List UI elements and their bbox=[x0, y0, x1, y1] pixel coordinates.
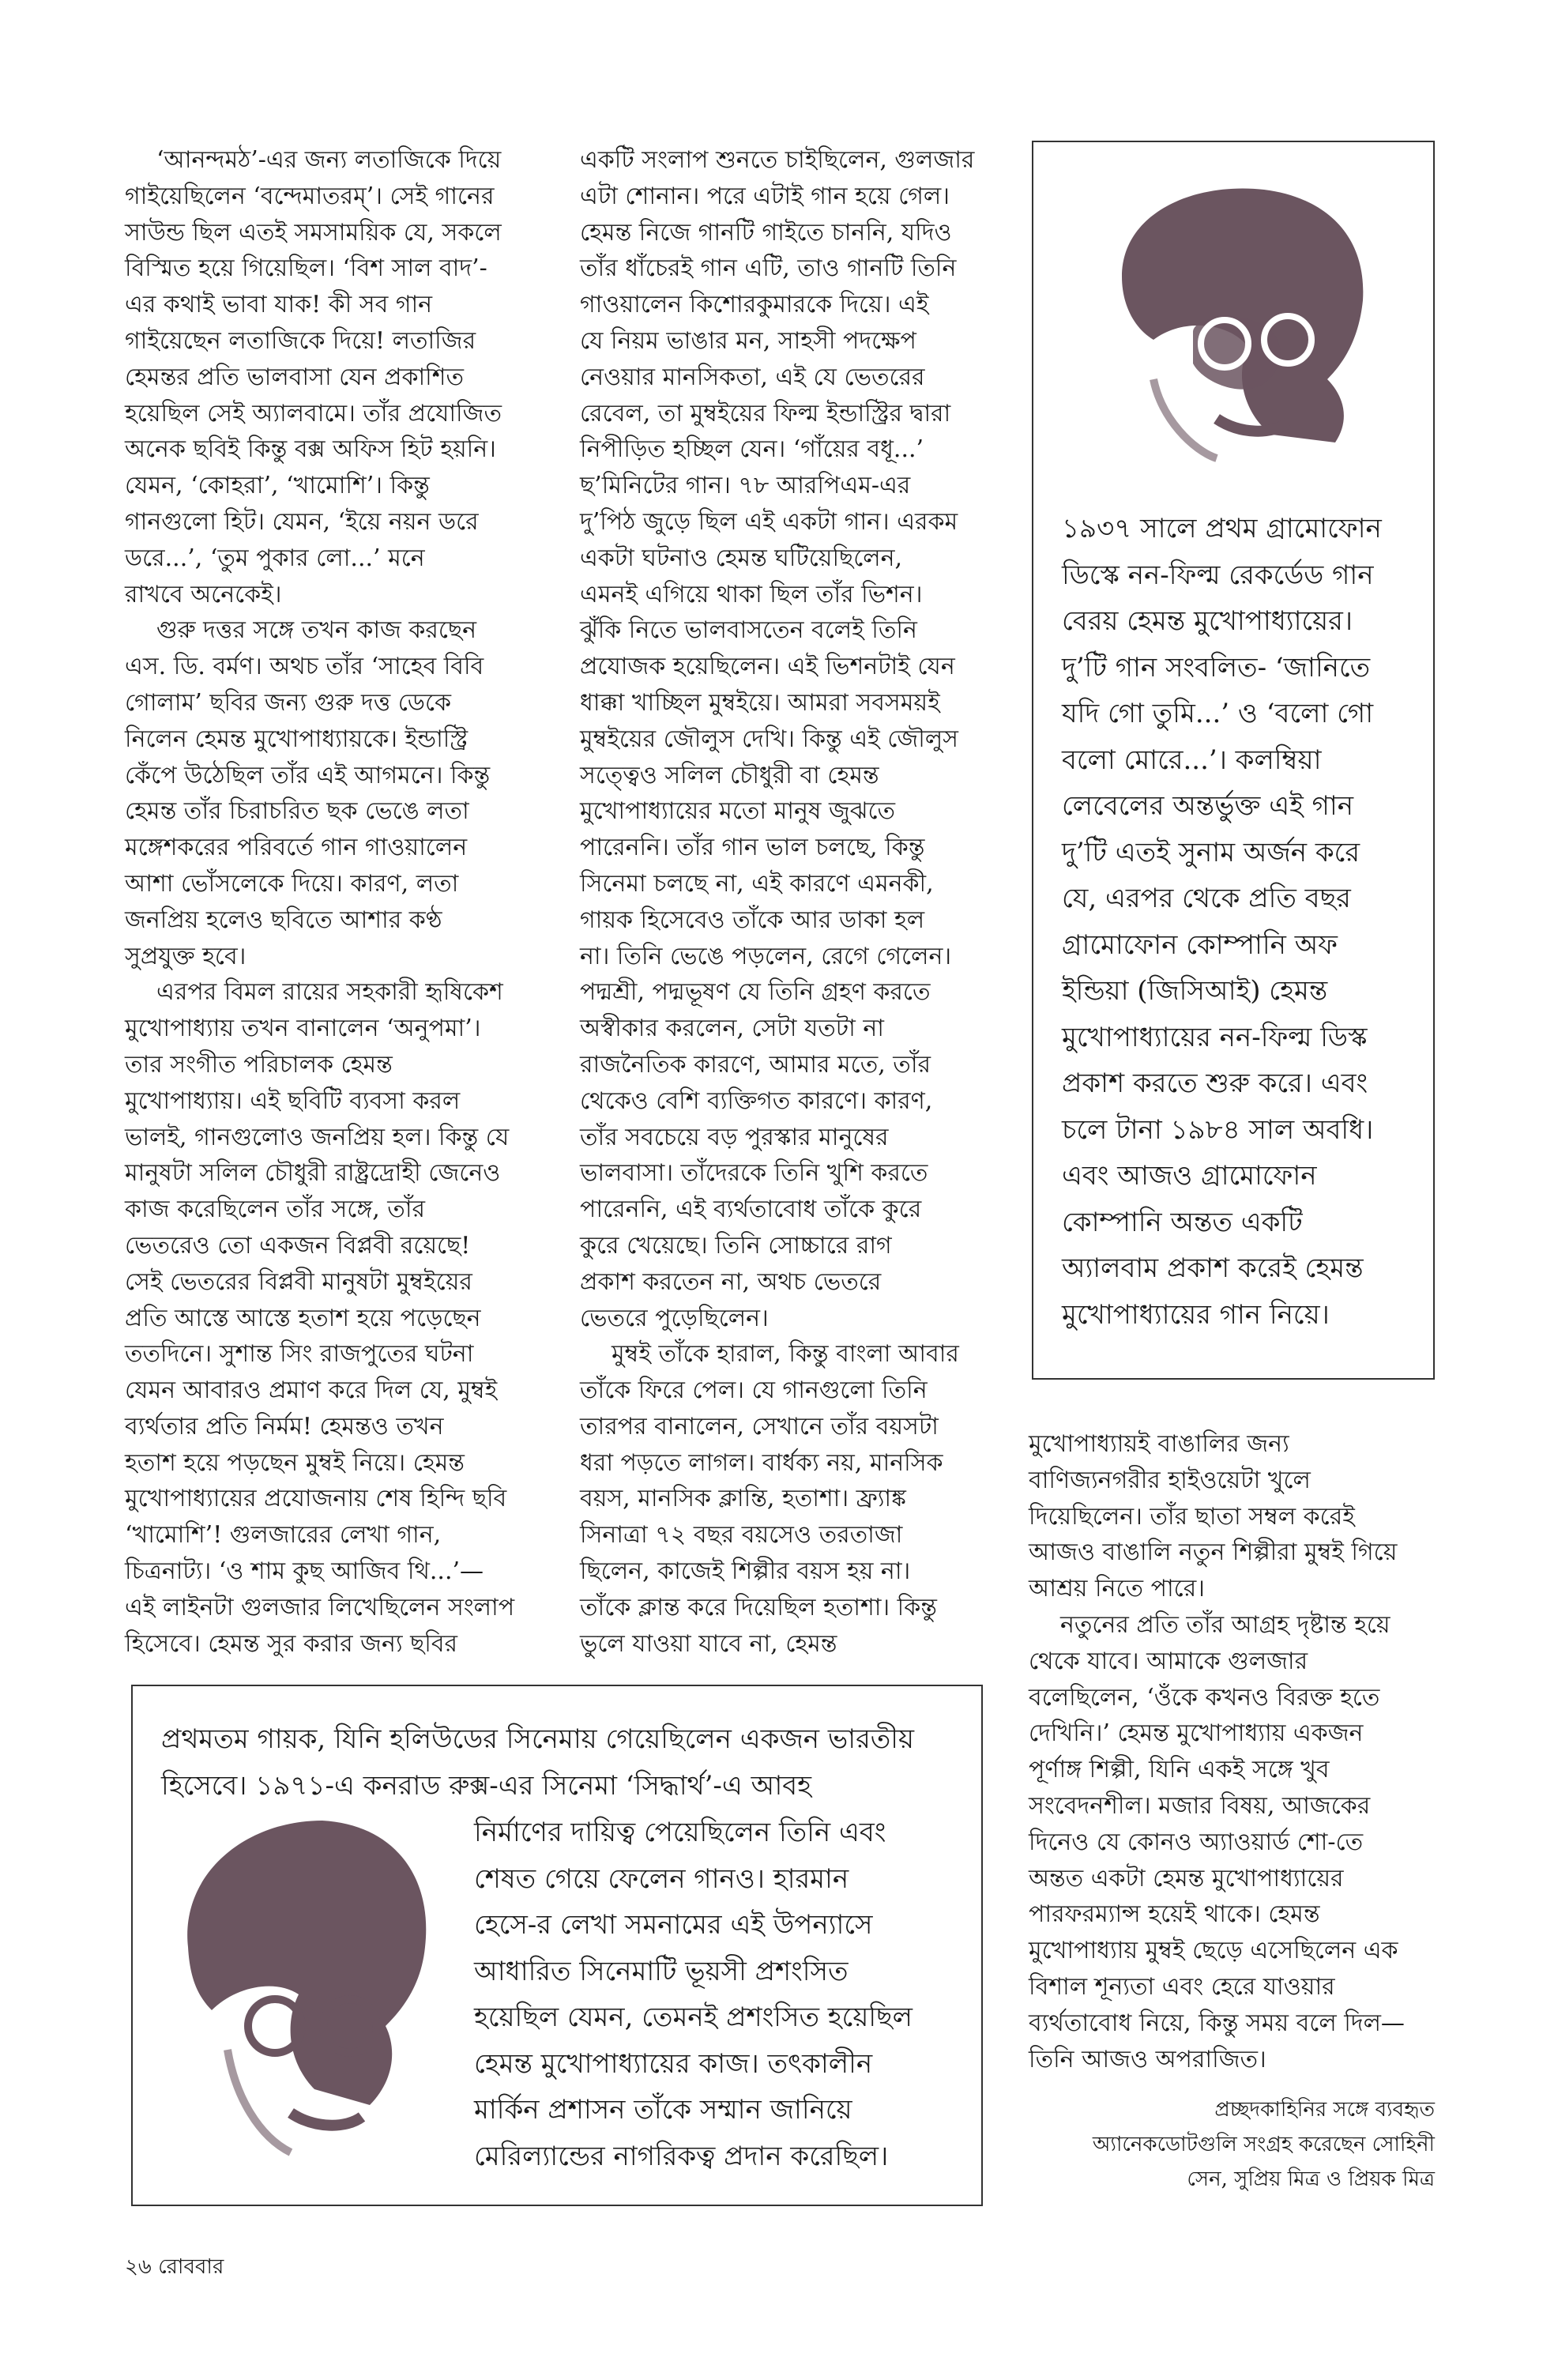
text-line: ১৯৩৭ সালে প্রথম গ্রামোফোন bbox=[1062, 513, 1382, 544]
text-line: হেমন্তর প্রতি ভালবাসা যেন প্রকাশিত bbox=[125, 363, 465, 391]
text-line: ভালই, গানগুলোও জনপ্রিয় হল। কিন্তু যে bbox=[125, 1123, 510, 1151]
text-line: বিশাল শূন্যতা এবং হেরে যাওয়ার bbox=[1029, 1972, 1335, 2001]
sidebar-box-bottom bbox=[131, 1685, 983, 2206]
text-line: প্রকাশ করতে শুরু করে। এবং bbox=[1062, 1068, 1368, 1099]
text-line: মুখোপাধ্যায়। এই ছবিটি ব্যবসা করল bbox=[125, 1086, 461, 1115]
text-line: প্রকাশ করতেন না, অথচ ভেতরে bbox=[580, 1267, 882, 1296]
text-line: সুপ্রযুক্ত হবে। bbox=[125, 942, 246, 970]
text-line: আশ্রয় নিতে পারে। bbox=[1029, 1575, 1205, 1603]
text-line: দিনেও যে কোনও অ্যাওয়ার্ড শো-তে bbox=[1029, 1828, 1364, 1856]
text-line: গাইয়েছেন লতাজিকে দিয়ে! লতাজির bbox=[125, 326, 476, 355]
text-line: অস্বীকার করলেন, সেটা যতটা না bbox=[580, 1015, 884, 1043]
text-line: ভেতরেও তো একজন বিপ্লবী রয়েছে! bbox=[125, 1231, 471, 1260]
text-line: সাউন্ড ছিল এতই সমসাময়িক যে, সকলে bbox=[125, 218, 502, 247]
text-line: নির্মাণের দায়িত্ব পেয়েছিলেন তিনি এবং bbox=[474, 1817, 886, 1848]
text-line: সিনাত্রা ৭২ বছর বয়সেও তরতাজা bbox=[580, 1521, 903, 1550]
text-line: মেরিল্যান্ডের নাগরিকত্ব প্রদান করেছিল। bbox=[474, 2140, 889, 2172]
text-line: ভালবাসা। তাঁদেরকে তিনি খুশি করতে bbox=[580, 1159, 928, 1188]
text-line: যে, এরপর থেকে প্রতি বছর bbox=[1062, 883, 1351, 914]
text-line: তাঁর ধাঁচেরই গান এটি, তাও গানটি তিনি bbox=[580, 254, 957, 283]
text-line: অন্তত একটা হেমন্ত মুখোপাধ্যায়ের bbox=[1029, 1864, 1344, 1892]
text-line: ‘আনন্দমঠ’-এর জন্য লতাজিকে দিয়ে bbox=[156, 146, 502, 174]
text-line: বিস্মিত হয়ে গিয়েছিল। ‘বিশ সাল বাদ’- bbox=[125, 254, 487, 283]
sidebar-text-right bbox=[1062, 506, 1417, 1338]
text-line: নিলেন হেমন্ত মুখোপাধ্যায়কে। ইন্ডাস্ট্রি bbox=[125, 725, 469, 753]
text-line: রাখবে অনেকেই। bbox=[125, 580, 282, 608]
text-line: চিত্রনাট্য। ‘ও শাম কুছ আজিব থি...’— bbox=[125, 1557, 484, 1586]
text-line: দু’টি এতই সুনাম অর্জন করে bbox=[1062, 836, 1360, 868]
text-line: এই লাইনটা গুলজার লিখেছিলেন সংলাপ bbox=[125, 1593, 515, 1621]
text-line: এর কথাই ভাবা যাক! কী সব গান bbox=[125, 291, 433, 319]
text-line: প্রথমতম গায়ক, যিনি হলিউডের সিনেমায় গেয়েছিলেন একজন ভারতীয় bbox=[161, 1723, 915, 1755]
text-line: মুম্বইয়ের জৌলুস দেখি। কিন্তু এই জৌলুস bbox=[580, 725, 958, 753]
text-line: হেসে-র লেখা সমনামের এই উপন্যাসে bbox=[474, 1909, 873, 1941]
text-line: হতাশ হয়ে পড়ছেন মুম্বই নিয়ে। হেমন্ত bbox=[125, 1448, 465, 1477]
text-line: কেঁপে উঠেছিল তাঁর এই আগমনে। কিন্তু bbox=[125, 761, 491, 789]
text-line: হিসেবে। হেমন্ত সুর করার জন্য ছবির bbox=[125, 1629, 458, 1658]
text-line: মানুষটা সলিল চৌধুরী রাষ্ট্রদ্রোহী জেনেও bbox=[125, 1159, 501, 1188]
text-line: মুখোপাধ্যায়ের নন-ফিল্ম ডিস্ক bbox=[1062, 1021, 1368, 1053]
text-line: তার সংগীত পরিচালক হেমন্ত bbox=[125, 1050, 393, 1079]
text-line: গানগুলো হিট। যেমন, ‘ইয়ে নয়ন ডরে bbox=[125, 507, 479, 536]
text-line: হয়েছিল যেমন, তেমনই প্রশংসিত হয়েছিল bbox=[474, 2002, 913, 2033]
text-line: মুখোপাধ্যায়ের মতো মানুষ জুঝতে bbox=[580, 797, 896, 826]
text-line: থেকে যাবে। আমাকে গুলজার bbox=[1029, 1647, 1308, 1675]
text-line: গাইয়েছিলেন ‘বন্দেমাতরম্’। সেই গানের bbox=[125, 182, 495, 210]
text-line: একটা ঘটনাও হেমন্ত ঘটিয়েছিলেন, bbox=[580, 544, 903, 572]
text-line: এরপর বিমল রায়ের সহকারী হৃষিকেশ bbox=[156, 978, 503, 1007]
text-line: প্রতি আস্তে আস্তে হতাশ হয়ে পড়েছেন bbox=[125, 1304, 481, 1332]
text-line: হেমন্ত মুখোপাধ্যায়ের কাজ। তৎকালীন bbox=[474, 2047, 873, 2080]
text-line: আজও বাঙালি নতুন শিল্পীরা মুম্বই গিয়ে bbox=[1029, 1538, 1398, 1567]
text-line: ছ’মিনিটের গান। ৭৮ আরপিএম-এর bbox=[580, 472, 911, 500]
text-line: গুরু দত্তর সঙ্গে তখন কাজ করছেন bbox=[156, 616, 477, 645]
text-line: পারেননি। তাঁর গান ভাল চলছে, কিন্তু bbox=[580, 834, 925, 862]
text-line: শেষত গেয়ে ফেলেন গানও। হারমান bbox=[474, 1862, 849, 1895]
text-line: মার্কিন প্রশাসন তাঁকে সম্মান জানিয়ে bbox=[474, 2094, 852, 2126]
text-line: ভেতরে পুড়েছিলেন। bbox=[580, 1304, 769, 1332]
text-line: ‘খামোশি’! গুলজারের লেখা গান, bbox=[125, 1521, 442, 1550]
text-line: সেন, সুপ্রিয় মিত্র ও প্রিয়ক মিত্র bbox=[1187, 2167, 1435, 2191]
text-line: বলেছিলেন, ‘ওঁকে কখনও বিরক্ত হতে bbox=[1029, 1683, 1380, 1712]
text-line: কুরে খেয়েছে। তিনি সোচ্চারে রাগ bbox=[580, 1231, 892, 1260]
credits bbox=[1048, 2092, 1435, 2197]
text-line: সিনেমা চলছে না, এই কারণে এমনকী, bbox=[580, 869, 934, 898]
text-line: যে নিয়ম ভাঙার মন, সাহসী পদক্ষেপ bbox=[580, 326, 916, 355]
text-line: হেমন্ত নিজে গানটি গাইতে চাননি, যদিও bbox=[580, 218, 952, 247]
article-column-3 bbox=[1029, 1426, 1424, 2077]
text-line: প্রচ্ছদকাহিনির সঙ্গে ব্যবহৃত bbox=[1214, 2098, 1435, 2122]
text-line: গ্রামোফোন কোম্পানি অফ bbox=[1062, 928, 1338, 961]
text-line: ঝুঁকি নিতে ভালবাসতেন বলেই তিনি bbox=[580, 616, 917, 645]
text-line: প্রযোজক হয়েছিলেন। এই ভিশনটাই যেন bbox=[580, 653, 955, 681]
text-line: হিসেবে। ১৯৭১-এ কনরাড রুক্স-এর সিনেমা ‘সিদ্ধার্থ’-এ আবহ bbox=[161, 1769, 812, 1802]
text-line: হেমন্ত তাঁর চিরাচরিত ছক ভেঙে লতা bbox=[125, 797, 469, 826]
text-line: গোলাম’ ছবির জন্য গুরু দত্ত ডেকে bbox=[125, 688, 452, 717]
text-line: ডিস্কে নন-ফিল্ম রেকর্ডেড গান bbox=[1062, 559, 1374, 591]
portrait-illustration-bottom bbox=[156, 1789, 457, 2168]
text-line: জনপ্রিয় হলেও ছবিতে আশার কণ্ঠ bbox=[125, 906, 442, 934]
text-line: বাণিজ্যনগরীর হাইওয়েটা খুলে bbox=[1029, 1466, 1311, 1494]
text-line: বেরয় হেমন্ত মুখোপাধ্যায়ের। bbox=[1062, 605, 1353, 637]
text-line: ততদিনে। সুশান্ত সিং রাজপুতের ঘটনা bbox=[125, 1340, 474, 1369]
text-line: অ্যানেকডোটগুলি সংগ্রহ করেছেন সোহিনী bbox=[1092, 2133, 1435, 2156]
text-line: পূর্ণাঙ্গ শিল্পী, যিনি একই সঙ্গে খুব bbox=[1029, 1756, 1330, 1784]
text-line: নতুনের প্রতি তাঁর আগ্রহ দৃষ্টান্ত হয়ে bbox=[1060, 1610, 1391, 1639]
sidebar-text-bottom-side bbox=[474, 1809, 964, 2179]
portrait-illustration bbox=[1090, 182, 1383, 466]
text-line: তারপর বানালেন, সেখানে তাঁর বয়সটা bbox=[580, 1412, 939, 1440]
text-line: কোম্পানি অন্তত একটি bbox=[1062, 1206, 1303, 1238]
article-column-1 bbox=[125, 142, 536, 1662]
text-line: চলে টানা ১৯৮৪ সাল অবধি। bbox=[1062, 1113, 1374, 1146]
text-line: ডরে...’, ‘তুম পুকার লো...’ মনে bbox=[125, 544, 425, 572]
text-line: আশা ভোঁসলেকে দিয়ে। কারণ, লতা bbox=[125, 869, 459, 898]
text-line: ব্যর্থতাবোধ নিয়ে, কিন্তু সময় বলে দিল— bbox=[1029, 2009, 1405, 2037]
text-line: তাঁকে ক্লান্ত করে দিয়েছিল হতাশা। কিন্তু bbox=[580, 1593, 937, 1621]
text-line: অনেক ছবিই কিন্তু বক্স অফিস হিট হয়নি। bbox=[125, 435, 496, 464]
text-line: দিয়েছিলেন। তাঁর ছাতা সম্বল করেই bbox=[1029, 1502, 1355, 1531]
text-line: সেই ভেতরের বিপ্লবী মানুষটা মুম্বইয়ের bbox=[125, 1267, 472, 1296]
text-line: যেমন, ‘কোহরা’, ‘খামোশি’। কিন্তু bbox=[125, 472, 430, 500]
text-line: অ্যালবাম প্রকাশ করেই হেমন্ত bbox=[1062, 1252, 1364, 1284]
text-line: তিনি আজও অপরাজিত। bbox=[1029, 2045, 1266, 2073]
text-line: মুখোপাধ্যায়ই বাঙালির জন্য bbox=[1029, 1430, 1289, 1458]
text-line: যদি গো তুমি...’ ও ‘বলো গো bbox=[1062, 698, 1374, 729]
text-line: এবং আজও গ্রামোফোন bbox=[1062, 1160, 1317, 1192]
text-line: লেবেলের অন্তর্ভুক্ত এই গান bbox=[1062, 790, 1354, 822]
sidebar-box-right bbox=[1032, 141, 1435, 1380]
text-line: পদ্মশ্রী, পদ্মভূষণ যে তিনি গ্রহণ করতে bbox=[580, 978, 931, 1007]
article-column-2 bbox=[580, 142, 994, 1662]
text-line: সংবেদনশীল। মজার বিষয়, আজকের bbox=[1029, 1791, 1371, 1820]
text-line: একটি সংলাপ শুনতে চাইছিলেন, গুলজার bbox=[580, 146, 975, 174]
text-line: ধাক্কা খাচ্ছিল মুম্বইয়ে। আমরা সবসময়ই bbox=[580, 688, 940, 717]
text-line: মঙ্গেশকরের পরিবর্তে গান গাওয়ালেন bbox=[125, 834, 468, 862]
text-line: রাজনৈতিক কারণে, আমার মতে, তাঁর bbox=[580, 1050, 931, 1079]
text-line: নেওয়ার মানসিকতা, এই যে ভেতরের bbox=[580, 363, 925, 391]
text-line: আধারিত সিনেমাটি ভূয়সী প্রশংসিত bbox=[474, 1955, 849, 1987]
text-line: মুখোপাধ্যায় মুম্বই ছেড়ে এসেছিলেন এক bbox=[1029, 1937, 1398, 1965]
text-line: ব্যর্থতার প্রতি নির্মম! হেমন্তও তখন bbox=[125, 1412, 444, 1440]
text-line: সত্ত্বেও সলিল চৌধুরী বা হেমন্ত bbox=[580, 761, 879, 789]
text-line: মুখোপাধ্যায়ের গান নিয়ে। bbox=[1062, 1298, 1330, 1331]
text-line: মুখোপাধ্যায়ের প্রযোজনায় শেষ হিন্দি ছবি bbox=[125, 1485, 507, 1513]
text-line: এমনই এগিয়ে থাকা ছিল তাঁর ভিশন। bbox=[580, 580, 923, 608]
text-line: দু’টি গান সংবলিত- ‘জানিতে bbox=[1062, 651, 1371, 683]
text-line: না। তিনি ভেঙে পড়লেন, রেগে গেলেন। bbox=[580, 942, 952, 970]
text-line: দু’পিঠ জুড়ে ছিল এই একটা গান। এরকম bbox=[580, 507, 958, 536]
text-line: মুম্বই তাঁকে হারাল, কিন্তু বাংলা আবার bbox=[612, 1340, 959, 1369]
text-line: গাওয়ালেন কিশোরকুমারকে দিয়ে। এই bbox=[580, 291, 929, 319]
text-line: তাঁকে ফিরে পেল। যে গানগুলো তিনি bbox=[580, 1376, 928, 1405]
text-line: রেবেল, তা মুম্বইয়ের ফিল্ম ইন্ডাস্ট্রির দ্বারা bbox=[580, 399, 951, 427]
text-line: মুখোপাধ্যায় তখন বানালেন ‘অনুপমা’। bbox=[125, 1015, 481, 1043]
text-line: থেকেও বেশি ব্যক্তিগত কারণে। কারণ, bbox=[580, 1086, 933, 1115]
text-line: কাজ করেছিলেন তাঁর সঙ্গে, তাঁর bbox=[125, 1196, 426, 1224]
text-line: ধরা পড়তে লাগল। বার্ধক্য নয়, মানসিক bbox=[580, 1448, 943, 1477]
text-line: গায়ক হিসেবেও তাঁকে আর ডাকা হল bbox=[580, 906, 925, 934]
text-line: বলো মোরে...’। কলম্বিয়া bbox=[1062, 744, 1322, 776]
text-line: ভুলে যাওয়া যাবে না, হেমন্ত bbox=[580, 1629, 837, 1658]
text-line: পারেননি, এই ব্যর্থতাবোধ তাঁকে কুরে bbox=[580, 1196, 922, 1224]
page-folio: ২৬ রোববার bbox=[125, 2255, 224, 2279]
text-line: দেখিনি।’ হেমন্ত মুখোপাধ্যায় একজন bbox=[1029, 1719, 1364, 1748]
text-line: এটা শোনান। পরে এটাই গান হয়ে গেল। bbox=[580, 182, 950, 210]
text-line: হয়েছিল সেই অ্যালবামে। তাঁর প্রযোজিত bbox=[125, 399, 502, 427]
text-line: ছিলেন, কাজেই শিল্পীর বয়স হয় না। bbox=[580, 1557, 911, 1586]
text-line: ইন্ডিয়া (জিসিআই) হেমন্ত bbox=[1062, 975, 1328, 1007]
text-line: নিপীড়িত হচ্ছিল যেন। ‘গাঁয়ের বধূ...’ bbox=[580, 435, 924, 464]
text-line: যেমন আবারও প্রমাণ করে দিল যে, মুম্বই bbox=[125, 1376, 498, 1405]
text-line: বয়স, মানসিক ক্লান্তি, হতাশা। ফ্র্যাঙ্ক bbox=[580, 1485, 906, 1513]
text-line: তাঁর সবচেয়ে বড় পুরস্কার মানুষের bbox=[580, 1123, 889, 1151]
text-line: পারফরম্যান্স হয়েই থাকে। হেমন্ত bbox=[1029, 1900, 1320, 1929]
text-line: এস. ডি. বর্মণ। অথচ তাঁর ‘সাহেব বিবি bbox=[125, 653, 484, 681]
